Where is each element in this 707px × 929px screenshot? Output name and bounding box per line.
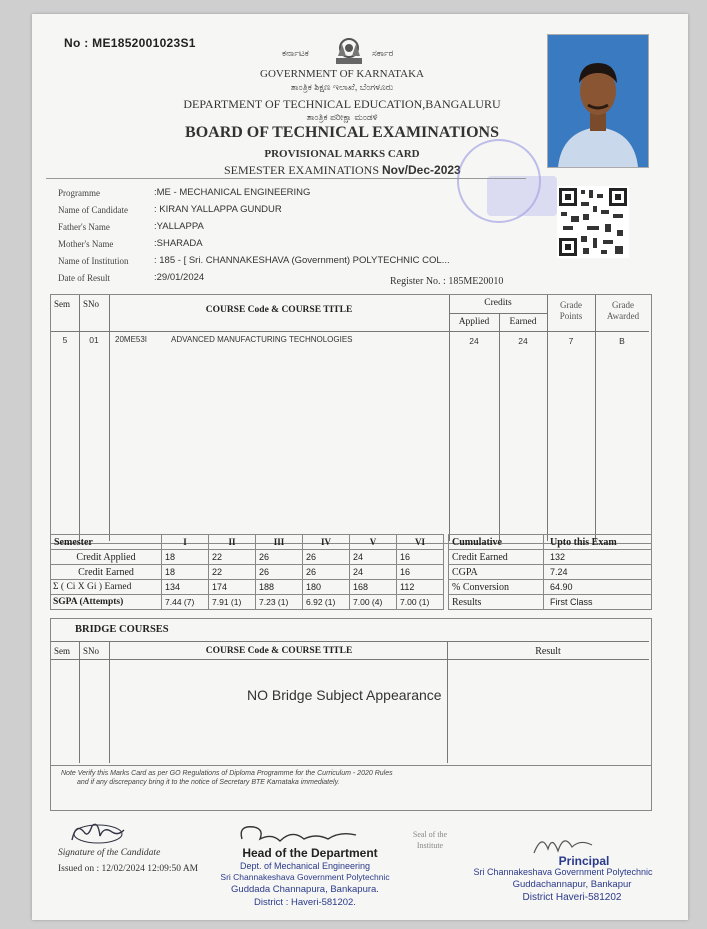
detail-label: Date of Result	[58, 272, 110, 283]
col-sno: SNo	[83, 299, 100, 309]
detail-row	[58, 235, 450, 252]
sem-col: VI	[397, 535, 444, 550]
row-points: 7	[568, 336, 574, 346]
sem-col: III	[256, 535, 303, 550]
note-line-2: and if any discrepancy bring it to the notice of Secretary BTE Karnataka immediately.	[77, 779, 340, 786]
cum-value: First Class	[544, 595, 652, 610]
exam-label: SEMESTER EXAMINATIONS	[224, 163, 380, 177]
row-grade: B	[619, 336, 625, 346]
detail-row	[58, 218, 450, 235]
detail-label: Mother's Name	[58, 238, 114, 249]
candidate-signature	[68, 818, 128, 848]
sem-col: V	[350, 535, 397, 550]
cum-label: Credit Earned	[449, 550, 544, 565]
detail-row	[58, 184, 450, 201]
bridge-empty-message: NO Bridge Subject Appearance	[247, 687, 442, 703]
note-box	[50, 764, 652, 811]
cumulative-summary	[448, 534, 652, 610]
register-number: Register No. : 185ME20010	[390, 276, 504, 287]
semester-summary	[50, 534, 444, 610]
summary-cell: 112	[397, 580, 444, 595]
course-table	[50, 294, 652, 544]
cum-value: 132	[544, 550, 652, 565]
col-credits: Credits	[484, 298, 512, 308]
row-applied: 24	[469, 336, 479, 346]
summary-cell: 174	[209, 580, 256, 595]
cum-value: 7.24	[544, 565, 652, 580]
detail-value: :YALLAPPA	[154, 221, 204, 232]
summary-cell: 7.00 (1)	[397, 595, 444, 610]
detail-value: :ME - MECHANICAL ENGINEERING	[154, 187, 311, 198]
summary-cell: 16	[397, 550, 444, 565]
row-code: 20ME53I	[115, 335, 148, 344]
hod-line-3: Guddada Channapura, Bankapura.	[231, 884, 379, 895]
summary-cell: 26	[256, 565, 303, 580]
sem-col: IV	[303, 535, 350, 550]
detail-value: : KIRAN YALLAPPA GUNDUR	[154, 204, 282, 215]
principal-line-2: Guddachannapur, Bankapur	[512, 879, 632, 890]
summary-cell: 7.00 (4)	[350, 595, 397, 610]
summary-cell: 168	[350, 580, 397, 595]
detail-value: : 185 - [ Sri. CHANNAKESHAVA (Government) POLYTECHNIC COL...	[154, 255, 450, 266]
seal-placeholder: Seal of the Institute	[412, 830, 448, 850]
candidate-photo	[547, 34, 649, 168]
col-sem: Sem	[54, 299, 71, 309]
sem-col: I	[162, 535, 209, 550]
summary-label: Σ ( Ci X Gi ) Earned	[51, 580, 162, 595]
detail-label: Name of Institution	[58, 255, 129, 266]
summary-cell: 6.92 (1)	[303, 595, 350, 610]
principal-line-3: District Haveri-581202	[522, 892, 622, 903]
summary-cell: 26	[303, 550, 350, 565]
cum-value: 64.90	[544, 580, 652, 595]
summary-cell: 7.44 (7)	[162, 595, 209, 610]
summary-cell: 24	[350, 550, 397, 565]
detail-value: :SHARADA	[154, 238, 203, 249]
summary-cell: 26	[256, 550, 303, 565]
summary-cell: 24	[350, 565, 397, 580]
stamp-imprint	[487, 176, 557, 216]
summary-label: Credit Earned	[51, 565, 162, 580]
hod-line-2: Sri Channakeshava Government Polytechnic	[220, 872, 390, 882]
summary-cell: 7.91 (1)	[209, 595, 256, 610]
hod-line-1: Dept. of Mechanical Engineering	[239, 861, 371, 871]
exam-title	[224, 163, 461, 178]
bridge-col-sem: Sem	[54, 646, 71, 656]
candidate-details	[58, 184, 450, 286]
summary-cell: 22	[209, 550, 256, 565]
row-sem: 5	[62, 335, 68, 345]
cum-label: % Conversion	[449, 580, 544, 595]
detail-label: Programme	[58, 187, 100, 198]
col-applied: Applied	[458, 317, 490, 327]
hod-title: Head of the Department	[242, 846, 378, 860]
summary-label: SGPA (Attempts)	[51, 595, 162, 610]
cum-label: CGPA	[449, 565, 544, 580]
kannada-left: ಕರ್ನಾಟಕ	[282, 48, 309, 58]
sem-col: II	[209, 535, 256, 550]
col-earned: Earned	[509, 317, 537, 327]
summary-cell: 18	[162, 550, 209, 565]
government-title: GOVERNMENT OF KARNATAKA	[260, 68, 424, 80]
document-number: No : ME1852001023S1	[64, 36, 196, 50]
board-title: BOARD OF TECHNICAL EXAMINATIONS	[185, 124, 499, 141]
row-earned: 24	[518, 336, 528, 346]
principal-line-1: Sri Channakeshava Government Polytechnic	[473, 867, 653, 877]
marks-card	[32, 14, 688, 920]
department-title: DEPARTMENT OF TECHNICAL EDUCATION,BANGALURU	[183, 97, 501, 111]
principal-title: Principal	[558, 854, 610, 868]
bridge-title: BRIDGE COURSES	[75, 624, 169, 635]
bridge-col-result: Result	[535, 646, 561, 657]
summary-label: Credit Applied	[51, 550, 162, 565]
hod-line-4: District : Haveri-581202.	[254, 897, 356, 908]
col-grade-points: Grade Points	[559, 300, 583, 321]
col-grade-awarded: Grade Awarded	[606, 300, 640, 321]
exam-session: Nov/Dec-2023	[382, 163, 461, 177]
col-course: COURSE Code & COURSE TITLE	[205, 305, 353, 315]
detail-label: Name of Candidate	[58, 204, 128, 215]
detail-row	[58, 252, 450, 269]
kannada-board: ತಾಂತ್ರಿಕ ಪರೀಕ್ಷಾ ಮಂಡಳಿ	[306, 112, 378, 122]
row-sno: 01	[89, 335, 99, 345]
cum-header: Cumulative	[449, 535, 544, 550]
kannada-dept: ತಾಂತ್ರಿಕ ಶಿಕ್ಷಣ ಇಲಾಖೆ, ಬೆಂಗಳೂರು	[290, 82, 394, 92]
table-row	[51, 331, 649, 349]
detail-row	[58, 201, 450, 218]
qr-code	[557, 186, 629, 258]
detail-label: Father's Name	[58, 221, 110, 232]
bridge-table	[50, 618, 652, 766]
card-title: PROVISIONAL MARKS CARD	[264, 148, 420, 160]
summary-cell: 22	[209, 565, 256, 580]
cum-label: Results	[449, 595, 544, 610]
state-emblem-icon	[332, 36, 366, 66]
bridge-col-sno: SNo	[83, 646, 100, 656]
summary-header: Semester	[51, 535, 162, 550]
upto-header: Upto this Exam	[544, 535, 652, 550]
summary-cell: 134	[162, 580, 209, 595]
summary-cell: 188	[256, 580, 303, 595]
candidate-signature-label: Signature of the Candidate	[58, 848, 161, 858]
details-divider	[46, 178, 526, 179]
summary-cell: 18	[162, 565, 209, 580]
summary-cell: 26	[303, 565, 350, 580]
note-line-1: Note Verify this Marks Card as per GO Regulations of Diploma Programme for the Curriculum - 2020 Rules	[61, 770, 393, 777]
summary-cell: 180	[303, 580, 350, 595]
summary-cell: 16	[397, 565, 444, 580]
issued-on: Issued on : 12/02/2024 12:09:50 AM	[58, 864, 199, 874]
kannada-right: ಸರ್ಕಾರ	[372, 48, 394, 58]
detail-value: :29/01/2024	[154, 272, 205, 283]
bridge-col-course: COURSE Code & COURSE TITLE	[205, 646, 353, 656]
summary-cell: 7.23 (1)	[256, 595, 303, 610]
row-title: ADVANCED MANUFACTURING TECHNOLOGIES	[171, 335, 353, 344]
